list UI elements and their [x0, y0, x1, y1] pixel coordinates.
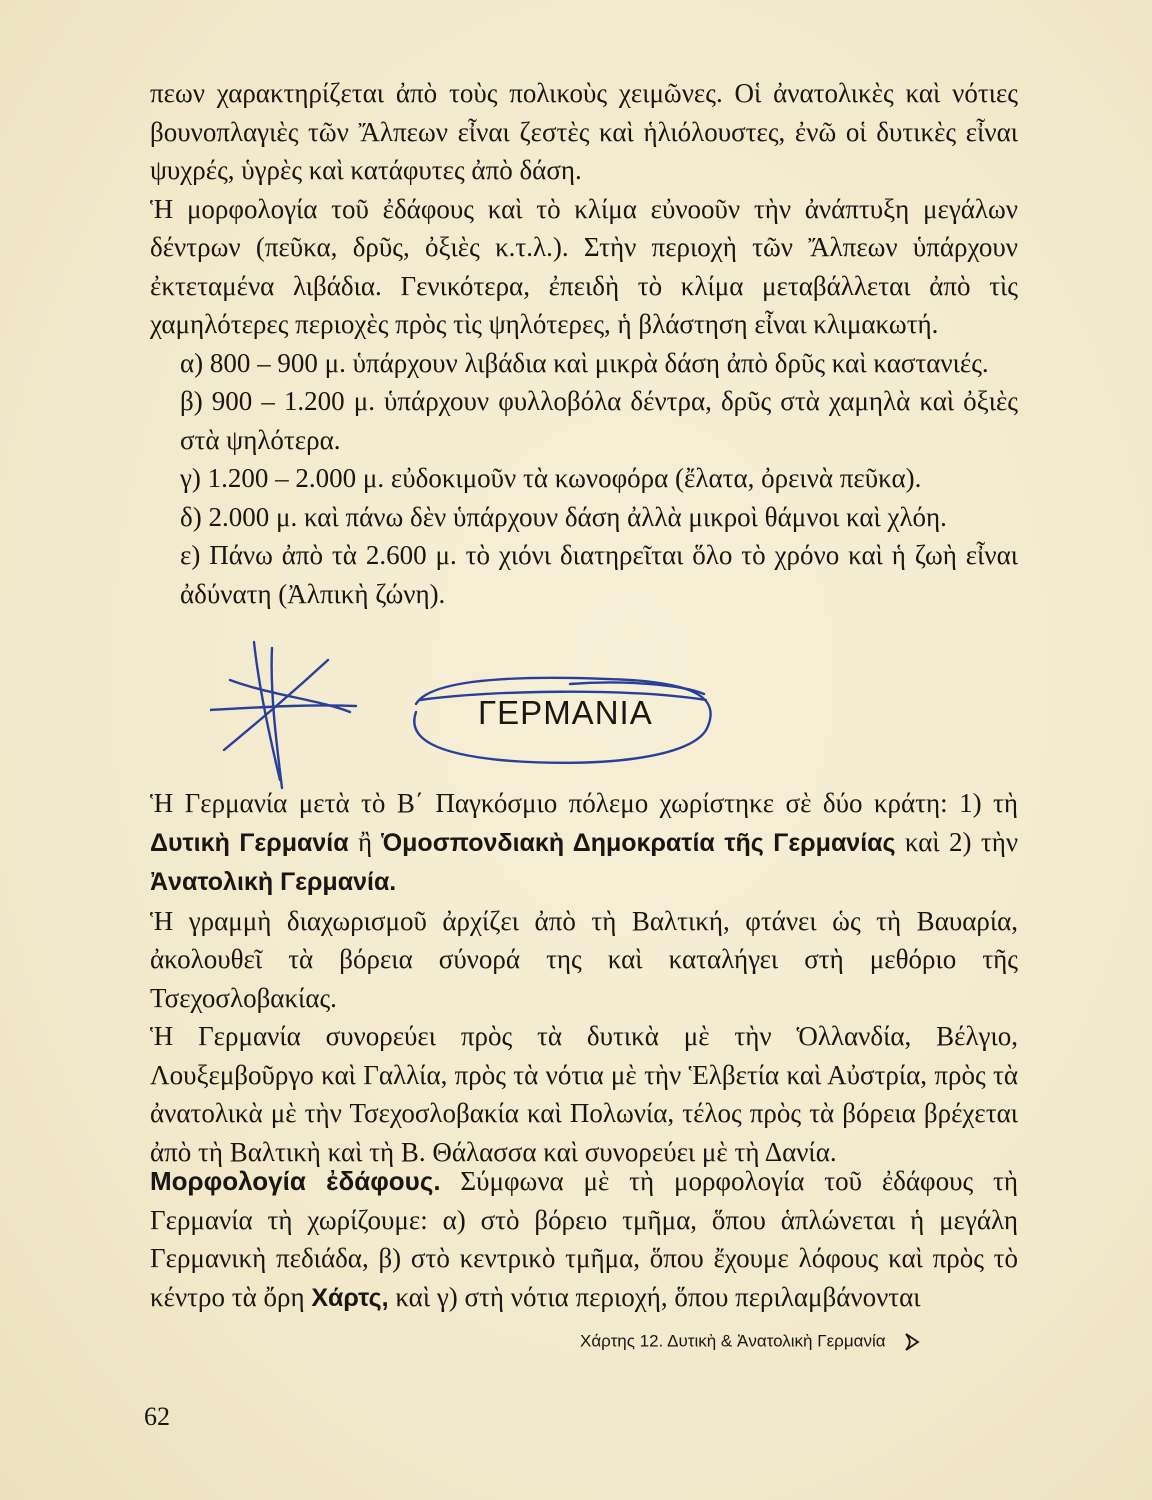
- paragraph-borders: Ἡ Γερμανία συνορεύει πρὸς τὰ δυτικὰ μὲ τὴν Ὁλλανδία, Βέλγιο, Λουξεμβοῦργο καὶ Γαλλία, πρὸς τὰ νότια μὲ τὴν Ἑλβετία καὶ Αὐστρία, πρὸς τὰ ἀνατολικὰ μὲ τὴν Τσεχοσλοβακία καὶ Πολωνία, τέλος πρὸς τὰ βόρεια βρέχεται ἀπὸ τὴ Βαλτικὴ καὶ τὴ Β. Θάλασσα καὶ συνορεύει μὲ τὴ Δανία.: [150, 1021, 1018, 1167]
- paragraph-dividing-line: Ἡ γραμμὴ διαχωρισμοῦ ἀρχίζει ἀπὸ τὴ Βαλτική, φτάνει ὡς τὴ Βαυαρία, ἀκολουθεῖ τὰ βόρεια σύνορά της καὶ καταλήγει στὴ μεθόριο τῆς Τσεχοσλοβακίας.: [150, 905, 1018, 1013]
- paragraph-morphology: [150, 1162, 1018, 1317]
- map-caption-text: Χάρτης 12. Δυτικὴ & Ἀνατολικὴ Γερμανία: [580, 1331, 886, 1351]
- section-heading-germany: ΓΕΡΜΑΝΙΑ: [478, 694, 653, 731]
- morphology-text-block: [150, 1162, 1018, 1317]
- paragraph-alps-climate: πεων χαρακτηρίζεται ἀπὸ τοὺς πολικοὺς χειμῶνες. Οἱ ἀνατολικὲς καὶ νότιες βουνοπλαγιὲς τῶν Ἄλπεων εἶναι ζεστὲς καὶ ἡλιόλουστες, ἐνῶ οἱ δυτικὲς εἶναι ψυχρές, ὑγρὲς καὶ κατάφυτες ἀπὸ δάση.: [150, 78, 1018, 185]
- top-text-block: [150, 74, 1018, 613]
- list-item-epsilon: ε) Πάνω ἀπὸ τὰ 2.600 μ. τὸ χιόνι διατηρεῖται ὅλο τὸ χρόνο καὶ ἡ ζωὴ εἶναι ἀδύνατη (Ἀλπικὴ ζώνη).: [180, 540, 1018, 609]
- pointing-hand-icon: [902, 1330, 924, 1354]
- list-item-beta: β) 900 – 1.200 μ. ὑπάρχουν φυλλοβόλα δέντρα, δρῦς στὰ χαμηλὰ καὶ ὀξιὲς στὰ ψηλότερα.: [180, 386, 1018, 455]
- map-reference: Χάρτς,: [311, 1283, 389, 1312]
- morphology-text-1: Σύμφωνα μὲ τὴ μορφολογία τοῦ ἐδάφους τὴ Γερμανία τὴ χωρίζουμε: α) στὸ βόρειο τμῆμα, ὅπου ἁπλώνεται ἡ μεγάλη Γερμανικὴ πεδιάδα, β) στὸ κεντρικὸ τμῆμα, ὅπου ἔχουμε λόφους καὶ πρὸς τὸ κέντρο τὰ ὄρη: [150, 1166, 1018, 1312]
- intro-and: καὶ 2) τὴν: [904, 826, 1019, 857]
- page-number: 62: [144, 1402, 170, 1431]
- section-heading-area: [210, 640, 730, 790]
- list-item-delta: δ) 2.000 μ. καὶ πάνω δὲν ὑπάρχουν δάση ἀλλὰ μικροὶ θάμνοι καὶ χλόη.: [180, 501, 947, 532]
- frg-term: Ὁμοσπονδιακὴ Δημοκρατία τῆς Γερμανίας: [381, 828, 896, 857]
- list-item-gamma: γ) 1.200 – 2.000 μ. εὐδοκιμοῦν τὰ κωνοφόρα (ἔλατα, ὀρεινὰ πεῦκα).: [180, 463, 922, 493]
- morphology-text-2: καὶ γ) στὴ νότια περιοχή, ὅπου περιλαμβάνονται: [395, 1281, 921, 1312]
- intro-lead: Ἡ Γερμανία μετὰ τὸ Β΄ Παγκόσμιο πόλεμο χωρίστηκε σὲ δύο κράτη: 1) τὴ: [150, 788, 1018, 818]
- morphology-heading: Μορφολογία ἐδάφους.: [150, 1166, 441, 1196]
- west-germany-term: Δυτικὴ Γερμανία: [150, 828, 349, 857]
- map-caption: [580, 1330, 1020, 1354]
- intro-or: ἢ: [357, 826, 373, 857]
- germany-text-block: [150, 784, 1018, 1171]
- paragraph-germany-intro: [150, 784, 1018, 902]
- paragraph-vegetation: Ἡ μορφολογία τοῦ ἐδάφους καὶ τὸ κλίμα εὐνοοῦν τὴν ἀνάπτυξη μεγάλων δέντρων (πεῦκα, δρῦς, ὀξιὲς κ.τ.λ.). Στὴν περιοχὴ τῶν Ἄλπεων ὑπάρχουν ἐκτεταμένα λιβάδια. Γενικότερα, ἐπειδὴ τὸ κλίμα μεταβάλλεται ἀπὸ τὶς χαμηλότερες περιοχὲς πρὸς τὶς ψηλότερες, ἡ βλάστηση εἶναι κλιμακωτή.: [150, 193, 1018, 339]
- east-germany-term: Ἀνατολικὴ Γερμανία.: [150, 868, 397, 896]
- list-item-alpha: α) 800 – 900 μ. ὑπάρχουν λιβάδια καὶ μικρὰ δάση ἀπὸ δρῦς καὶ καστανιές.: [180, 347, 989, 378]
